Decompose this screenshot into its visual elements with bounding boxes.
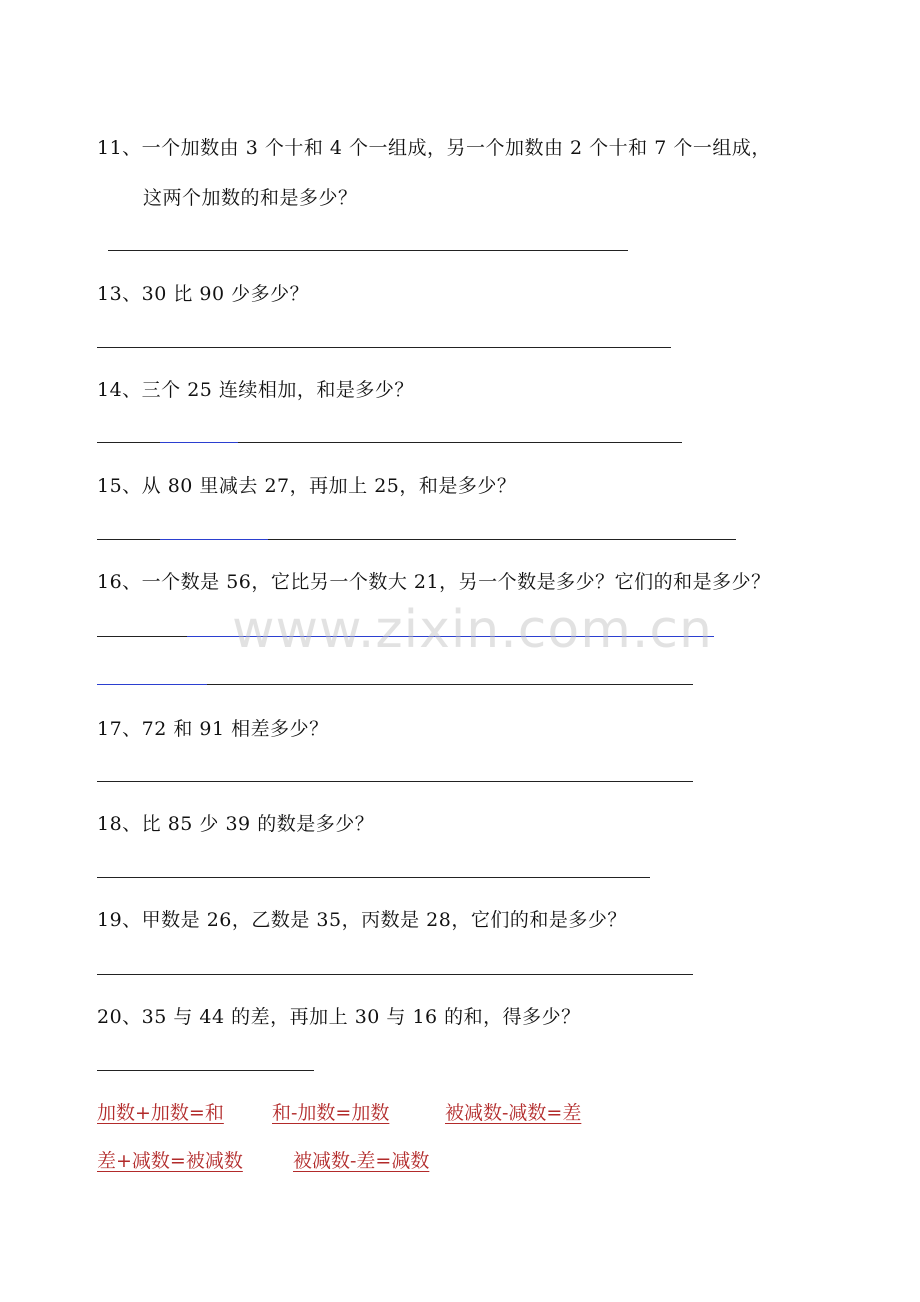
answer-line-link [97, 684, 207, 685]
formula-subtrahend: 被减数-差=减数 [293, 1150, 430, 1172]
answer-line [97, 636, 187, 637]
question-11-continued: 这两个加数的和是多少？ [143, 187, 358, 209]
formula-addition: 加数+加数=和 [97, 1102, 224, 1124]
formula-difference: 被减数-减数=差 [445, 1102, 582, 1124]
question-11: 11、一个加数由 3 个十和 4 个一组成，另一个加数由 2 个十和 7 个一组成， [97, 137, 771, 159]
answer-line-link [160, 539, 268, 540]
watermark: www.zixin.com.cn [232, 600, 713, 660]
answer-line [97, 347, 671, 348]
formula-addend: 和-加数=加数 [272, 1102, 390, 1124]
answer-line [97, 877, 650, 878]
question-14: 14、三个 25 连续相加，和是多少？ [97, 379, 414, 401]
answer-line [97, 974, 693, 975]
answer-line [97, 781, 693, 782]
question-16: 16、一个数是 56，它比另一个数大 21，另一个数是多少？它们的和是多少？ [97, 571, 771, 593]
answer-line [97, 1070, 314, 1071]
question-13: 13、30 比 90 少多少？ [97, 283, 310, 305]
question-15: 15、从 80 里减去 27，再加上 25，和是多少？ [97, 475, 517, 497]
question-19: 19、甲数是 26，乙数是 35，丙数是 28，它们的和是多少？ [97, 909, 627, 931]
question-20: 20、35 与 44 的差，再加上 30 与 16 的和，得多少？ [97, 1006, 581, 1028]
answer-line [108, 250, 628, 251]
question-18: 18、比 85 少 39 的数是多少？ [97, 813, 375, 835]
question-17: 17、72 和 91 相差多少？ [97, 718, 329, 740]
formula-minuend: 差+减数=被减数 [97, 1150, 243, 1172]
answer-line-link [160, 442, 238, 443]
